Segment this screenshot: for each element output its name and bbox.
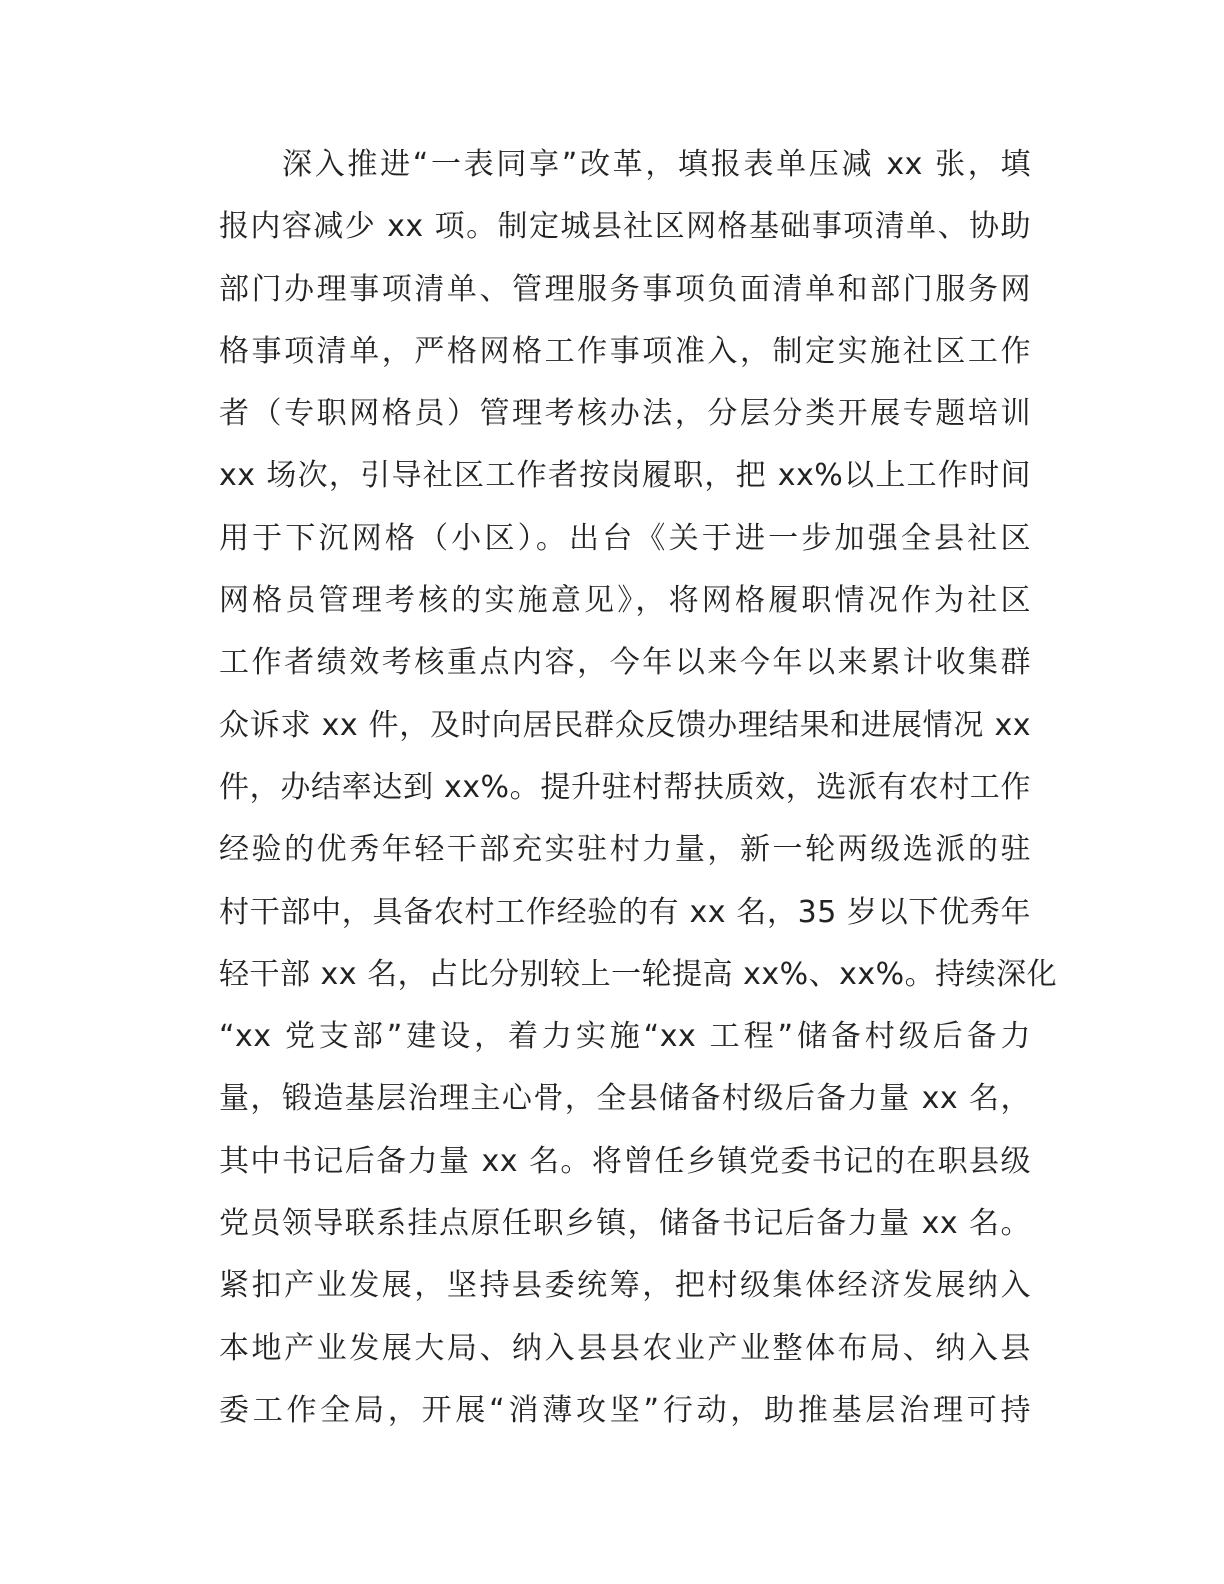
text-line: 委工作全局，开展“消薄攻坚”行动，助推基层治理可持 [219, 1392, 1031, 1428]
text-line: 工作者绩效考核重点内容，今年以来今年以来累计收集群 [219, 645, 1031, 681]
text-line: 深入推进“一表同享”改革，填报表单压减 xx 张，填 [282, 147, 1031, 182]
text-line: 者（专职网格员）管理考核办法，分层分类开展专题培训 [219, 396, 1031, 432]
text-line: 格事项清单，严格网格工作事项准入，制定实施社区工作 [219, 333, 1031, 369]
text-line: 量，锻造基层治理主心骨，全县储备村级后备力量 xx 名， [219, 1081, 1031, 1117]
text-line: 部门办理事项清单、管理服务事项负面清单和部门服务网 [219, 271, 1031, 307]
text-line: 紧扣产业发展，坚持县委统筹，把村级集体经济发展纳入 [219, 1268, 1031, 1304]
text-line: “xx 党支部”建设，着力实施“xx 工程”储备村级后备力 [219, 1019, 1031, 1055]
text-line: 本地产业发展大局、纳入县县农业产业整体布局、纳入县 [219, 1330, 1031, 1366]
text-line: 村干部中，具备农村工作经验的有 xx 名，35 岁以下优秀年 [219, 894, 1031, 930]
text-line: 报内容减少 xx 项。制定城县社区网格基础事项清单、协助 [219, 209, 1031, 245]
text-line: 件，办结率达到 xx%。提升驻村帮扶质效，选派有农村工作 [219, 769, 1031, 805]
text-line: 众诉求 xx 件，及时向居民群众反馈办理结果和进展情况 xx [219, 707, 1031, 743]
body-paragraph [219, 134, 1058, 1442]
text-line: 其中书记后备力量 xx 名。将曾任乡镇党委书记的在职县级 [219, 1143, 1031, 1179]
text-line: 用于下沉网格（小区）。出台《关于进一步加强全县社区 [219, 520, 1031, 556]
text-line: 党员领导联系挂点原任职乡镇，储备书记后备力量 xx 名。 [219, 1206, 1031, 1242]
text-line: 网格员管理考核的实施意见》，将网格履职情况作为社区 [219, 583, 1031, 619]
text-line: xx 场次，引导社区工作者按岗履职，把 xx%以上工作时间 [219, 458, 1031, 494]
text-line: 轻干部 xx 名，占比分别较上一轮提高 xx%、xx%。持续深化 [219, 956, 1058, 992]
text-line: 经验的优秀年轻干部充实驻村力量，新一轮两级选派的驻 [219, 832, 1031, 868]
